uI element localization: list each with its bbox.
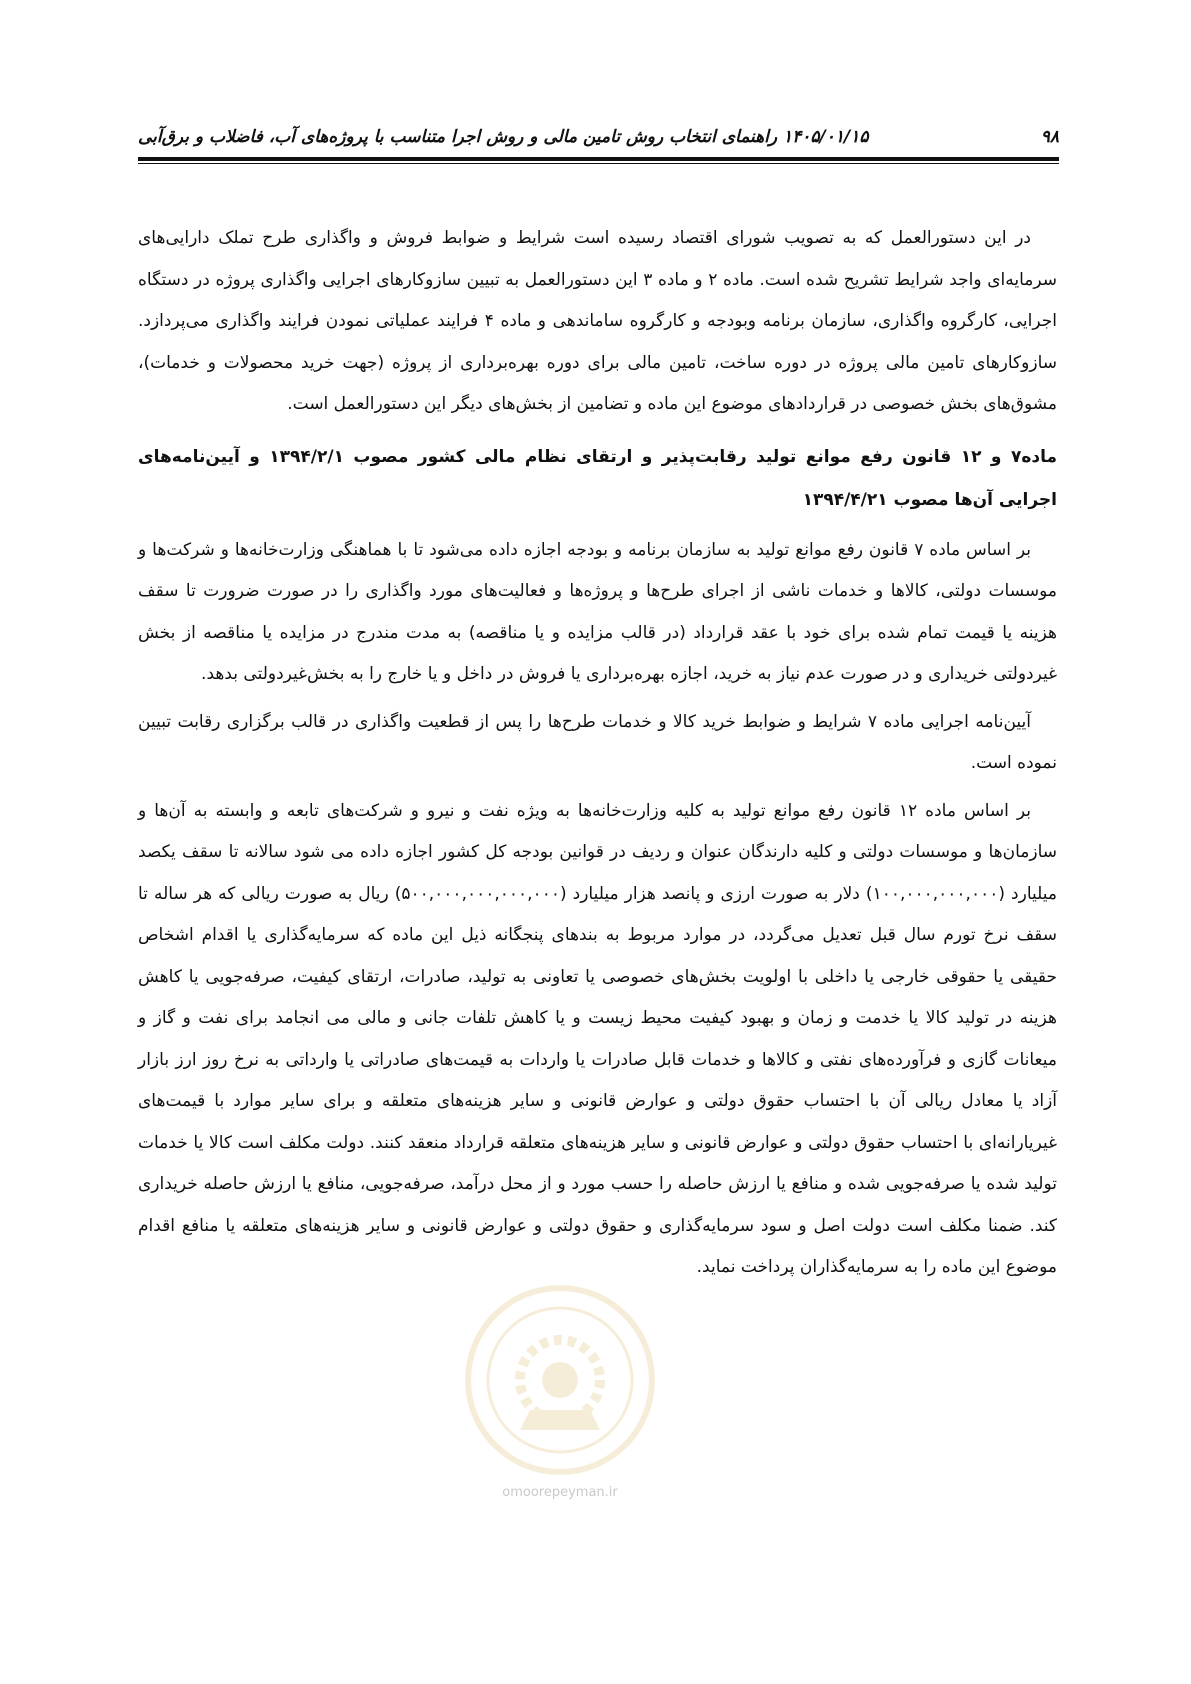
- header-rule-thin: [138, 163, 1059, 164]
- paragraph-article-7: بر اساس ماده ۷ قانون رفع موانع تولید به سازمان برنامه و بودجه اجازه داده می‌شود تا با هماهنگی وزارت‌خانه‌ها و شرکت‌ها و موسسات دولتی، کالاها و خدمات ناشی از اجرای طرح‌ها و پروژه‌ها و فعالیت‌های مورد واگذاری را در صورت ضرورت تا سقف هزینه یا قیمت تمام شده برای خود با عقد قرارداد (در قالب مزایده و یا مناقصه) به مدت مندرج در مزایده یا مناقصه از بخش غیردولتی خریداری و در صورت عدم نیاز به خرید، اجازه بهره‌برداری یا فروش در داخل و یا خارج را به بخش‌غیردولتی بدهد.: [138, 539, 1057, 684]
- paragraph-regulation-7: آیین‌نامه اجرایی ماده ۷ شرایط و ضوابط خرید کالا و خدمات طرح‌ها را پس از قطعیت واگذاری در قالب برگزاری رقابت تبیین نموده است.: [138, 711, 1057, 773]
- paragraph-intro: در این دستورالعمل که به تصویب شورای اقتصاد رسیده است شرایط و ضوابط فروش و واگذاری طرح تملک دارایی‌های سرمایه‌ای واجد شرایط تشریح شده است. ماده ۲ و ماده ۳ این دستورالعمل به تبیین سازوکارهای اجرایی واگذاری پروژه در دستگاه اجرایی، کارگروه واگذاری، سازمان برنامه وبودجه و کارگروه ساماندهی و ماده ۴ فرایند عملیاتی نمودن فرایند واگذاری می‌پردازد. سازوکارهای تامین مالی پروژه در دوره ساخت، تامین مالی برای دوره بهره‌برداری از پروژه (جهت خرید محصولات و خدمات)، مشوق‌های بخش خصوصی در قراردادهای موضوع این ماده و تضامین از بخش‌های دیگر این دستورالعمل است.: [138, 228, 1058, 414]
- watermark-url: omoorepeyman.ir: [502, 1485, 618, 1500]
- header-rule-thick: [138, 157, 1059, 161]
- watermark-seal-icon: [460, 1280, 660, 1480]
- page-number: ۹۸: [1040, 127, 1059, 147]
- body-content: [138, 218, 1057, 1295]
- paragraph-article-12: بر اساس ماده ۱۲ قانون رفع موانع تولید به کلیه وزارت‌خانه‌ها به ویژه نفت و نیرو و شرکت‌های تابعه و وابسته به آن‌ها و سازمان‌ها و موسسات دولتی و کلیه دارندگان عنوان و ردیف در قوانین بودجه کل کشور اجازه داده می شود سالانه تا سقف یکصد میلیارد (۱۰۰,۰۰۰,۰۰۰,۰۰۰) دلار به صورت ارزی و پانصد هزار میلیارد (۵۰۰,۰۰۰,۰۰۰,۰۰۰,۰۰۰) ریال به صورت ریالی که هر ساله تا سقف نرخ تورم سال قبل تعدیل می‌گردد، در موارد مربوط به بندهای پنجگانه ذیل این ماده که سرمایه‌گذاری یا اقدام اشخاص حقیقی یا حقوقی خارجی یا داخلی با اولویت بخش‌های خصوصی یا تعاونی به تولید، صادرات، ارتقای کیفیت، صرفه‌جویی یا کاهش هزینه در تولید کالا یا خدمت و زمان و بهبود کیفیت محیط زیست و یا کاهش تلفات جانی و مالی می انجامد برای نفت و گاز و میعانات گازی و فرآورده‌های نفتی و کالاها و خدمات قابل صادرات یا واردات به قیمت‌های صادراتی یا وارداتی به نرخ روز ارز بازار آزاد یا معادل ریالی آن با احتساب حقوق دولتی و عوارض قانونی و سایر هزینه‌های متعلقه و برای سایر موارد با قیمت‌های غیریارانه‌ای با احتساب حقوق دولتی و عوارض قانونی و سایر هزینه‌های متعلقه قرارداد منعقد کنند. دولت مکلف است کالا یا خدمات تولید شده یا صرفه‌جویی شده و منافع یا ارزش حاصله را حسب مورد و از محل درآمد، صرفه‌جویی، منافع یا ارزش حاصله خریداری کند. ضمنا مکلف است دولت اصل و سود سرمایه‌گذاری و حقوق دولتی و عوارض قانونی و سایر هزینه‌های متعلقه یا منافع اقدام موضوع این ماده را به سرمایه‌گذاران پرداخت نماید.: [138, 800, 1057, 1277]
- section-heading: ماده۷ و ۱۲ قانون رفع موانع تولید رقابت‌پذیر و ارتقای نظام مالی کشور مصوب ۱۳۹۴/۲/۱ و آیین‌نامه‌های اجرایی آن‌ها مصوب ۱۳۹۴/۴/۲۱: [138, 446, 1057, 510]
- page-header: [138, 122, 1059, 152]
- running-title: ۱۴۰۵/۰۱/۱۵ راهنمای انتخاب روش تامین مالی و روش اجرا متناسب با پروژه‌های آب، فاضلاب و برق‌آبی: [138, 127, 869, 147]
